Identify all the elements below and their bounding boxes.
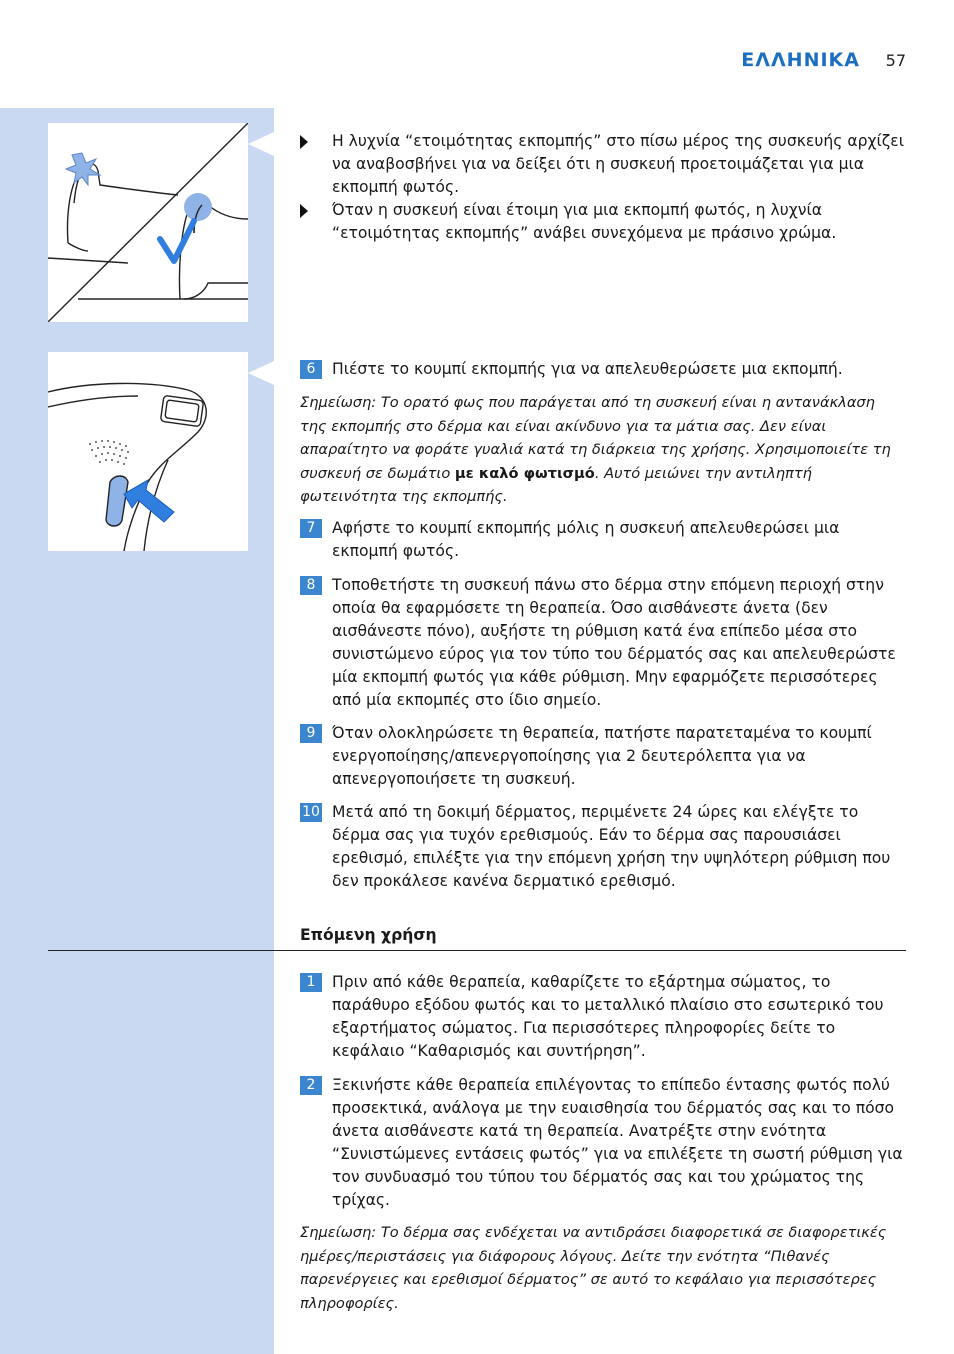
flash-button-illustration — [48, 352, 248, 551]
step-7 — [300, 517, 906, 563]
bullet-item — [300, 130, 906, 199]
step-8 — [300, 574, 906, 712]
illustration-pointer — [248, 132, 274, 156]
note-skin-reaction: Σημείωση: Το δέρμα σας ενδέχεται να αντιδράσει διαφορετικά σε διαφορετικές ημέρες/περιστάσεις για διάφορους λόγους. Δείτε την ενότητα “Πιθανές παρενέργειες και ερεθισμοί δέρματος” σε αυτό το κεφάλαιο για περισσότερες πληροφορίες. — [300, 1224, 887, 1312]
bullet-marker-icon — [300, 135, 308, 149]
step-number: 7 — [300, 519, 322, 538]
step-number: 9 — [300, 724, 322, 743]
step-text: Μετά από τη δοκιμή δέρματος, περιμένετε 24 ώρες και ελέγξτε το δέρμα σας για τυχόν ερεθισμούς. Εάν το δέρμα σας παρουσιάσει ερεθισμό, επιλέξτε για την επόμενη χρήση την υψηλότερη ρύθμιση που δεν προκάλεσε κανένα δερματικό ερεθισμό. — [332, 803, 891, 890]
step-number: 1 — [300, 973, 322, 992]
note-text: Σημείωση: Το ορατό φως που παράγεται από τη συσκευή είναι η αντανάκλαση της εκπομπής στο δέρμα και είναι ακίνδυνο για τα μάτια σας. Δεν είναι απαραίτητο να φοράτε γυαλιά κατά τη διάρκεια της χρήσης. Χρησιμοποιείτε τη συσκευή σε δωμάτιο — [300, 394, 891, 482]
step-number: 8 — [300, 576, 322, 595]
section-language: ΕΛΛΗΝΙΚΑ — [741, 49, 860, 71]
step-number: 2 — [300, 1076, 322, 1095]
step-10 — [300, 801, 906, 893]
next-use-step-1 — [300, 971, 906, 1063]
step-6 — [300, 358, 906, 381]
step-text: Αφήστε το κουμπί εκπομπής μόλις η συσκευή απελευθερώσει μια εκπομπή φωτός. — [332, 519, 840, 560]
note-text: . Αυτό μειώνει την αντιληπτή φωτεινότητα της εκπομπής. — [300, 464, 812, 505]
step-text: Ξεκινήστε κάθε θεραπεία επιλέγοντας το επίπεδο έντασης φωτός πολύ προσεκτικά, ανάλογα με την ευαισθησία του δέρματός σας και το πόσο άνετα αισθάνεστε κατά τη θεραπεία. Ανατρέξτε στην ενότητα “Συνιστώμενες εντάσεις φωτός” για να επιλέξετε τη σωστή ρύθμιση για τον συνδυασμό του τύπου του δέρματός σας και του χρώματος της τρίχας. — [332, 1076, 903, 1209]
step-text: Όταν ολοκληρώσετε τη θεραπεία, πατήστε παρατεταμένα το κουμπί ενεργοποίησης/απενεργοποίησης για 2 δευτερόλεπτα για να απενεργοποιήσετε τη συσκευή. — [332, 724, 872, 788]
next-use-step-2 — [300, 1074, 906, 1212]
step-text: Τοποθετήστε τη συσκευή πάνω στο δέρμα στην επόμενη περιοχή στην οποία θα εφαρμόσετε τη θεραπεία. Όσο αισθάνεστε άνετα (δεν αισθάνεστε πόνο), αυξήστε τη ρύθμιση κατά ένα επίπεδο μέσα στο συνιστώμενο εύρος για τον τύπο του δέρματός σας και απελευθερώστε μία εκπομπή φωτός για κάθε ρύθμιση. Μην εφαρμόζετε περισσότερες από μία εκπομπές στο ίδιο σημείο. — [332, 576, 896, 709]
page-number: 57 — [885, 51, 906, 70]
section-title: Επόμενη χρήση — [300, 926, 437, 944]
step-number: 10 — [300, 803, 322, 822]
step-text: Πριν από κάθε θεραπεία, καθαρίζετε το εξάρτημα σώματος, το παράθυρο εξόδου φωτός και το μεταλλικό πλαίσιο στο εσωτερικό του εξαρτήματος σώματος. Για περισσότερες πληροφορίες δείτε το κεφάλαιο “Καθαρισμός και συντήρηση”. — [332, 973, 884, 1060]
bullet-item — [300, 199, 906, 245]
ready-light-illustration — [48, 123, 248, 322]
step-number: 6 — [300, 360, 322, 379]
bullet-text: Η λυχνία “ετοιμότητας εκπομπής” στο πίσω μέρος της συσκευής αρχίζει να αναβοσβήνει για να δείξει ότι η συσκευή προετοιμάζεται για μια εκπομπή φωτός. — [332, 132, 904, 196]
note-visible-light — [300, 391, 906, 509]
bullet-text: Όταν η συσκευή είναι έτοιμη για μια εκπομπή φωτός, η λυχνία “ετοιμότητας εκπομπής” ανάβει συνεχόμενα με πράσινο χρώμα. — [332, 201, 837, 242]
step-text: Πιέστε το κουμπί εκπομπής για να απελευθερώσετε μια εκπομπή. — [332, 360, 843, 378]
section-divider — [48, 950, 906, 951]
bullet-marker-icon — [300, 204, 308, 218]
note-emphasis: με καλό φωτισμό — [454, 464, 595, 482]
illustration-pointer — [248, 361, 274, 385]
step-9 — [300, 722, 906, 791]
